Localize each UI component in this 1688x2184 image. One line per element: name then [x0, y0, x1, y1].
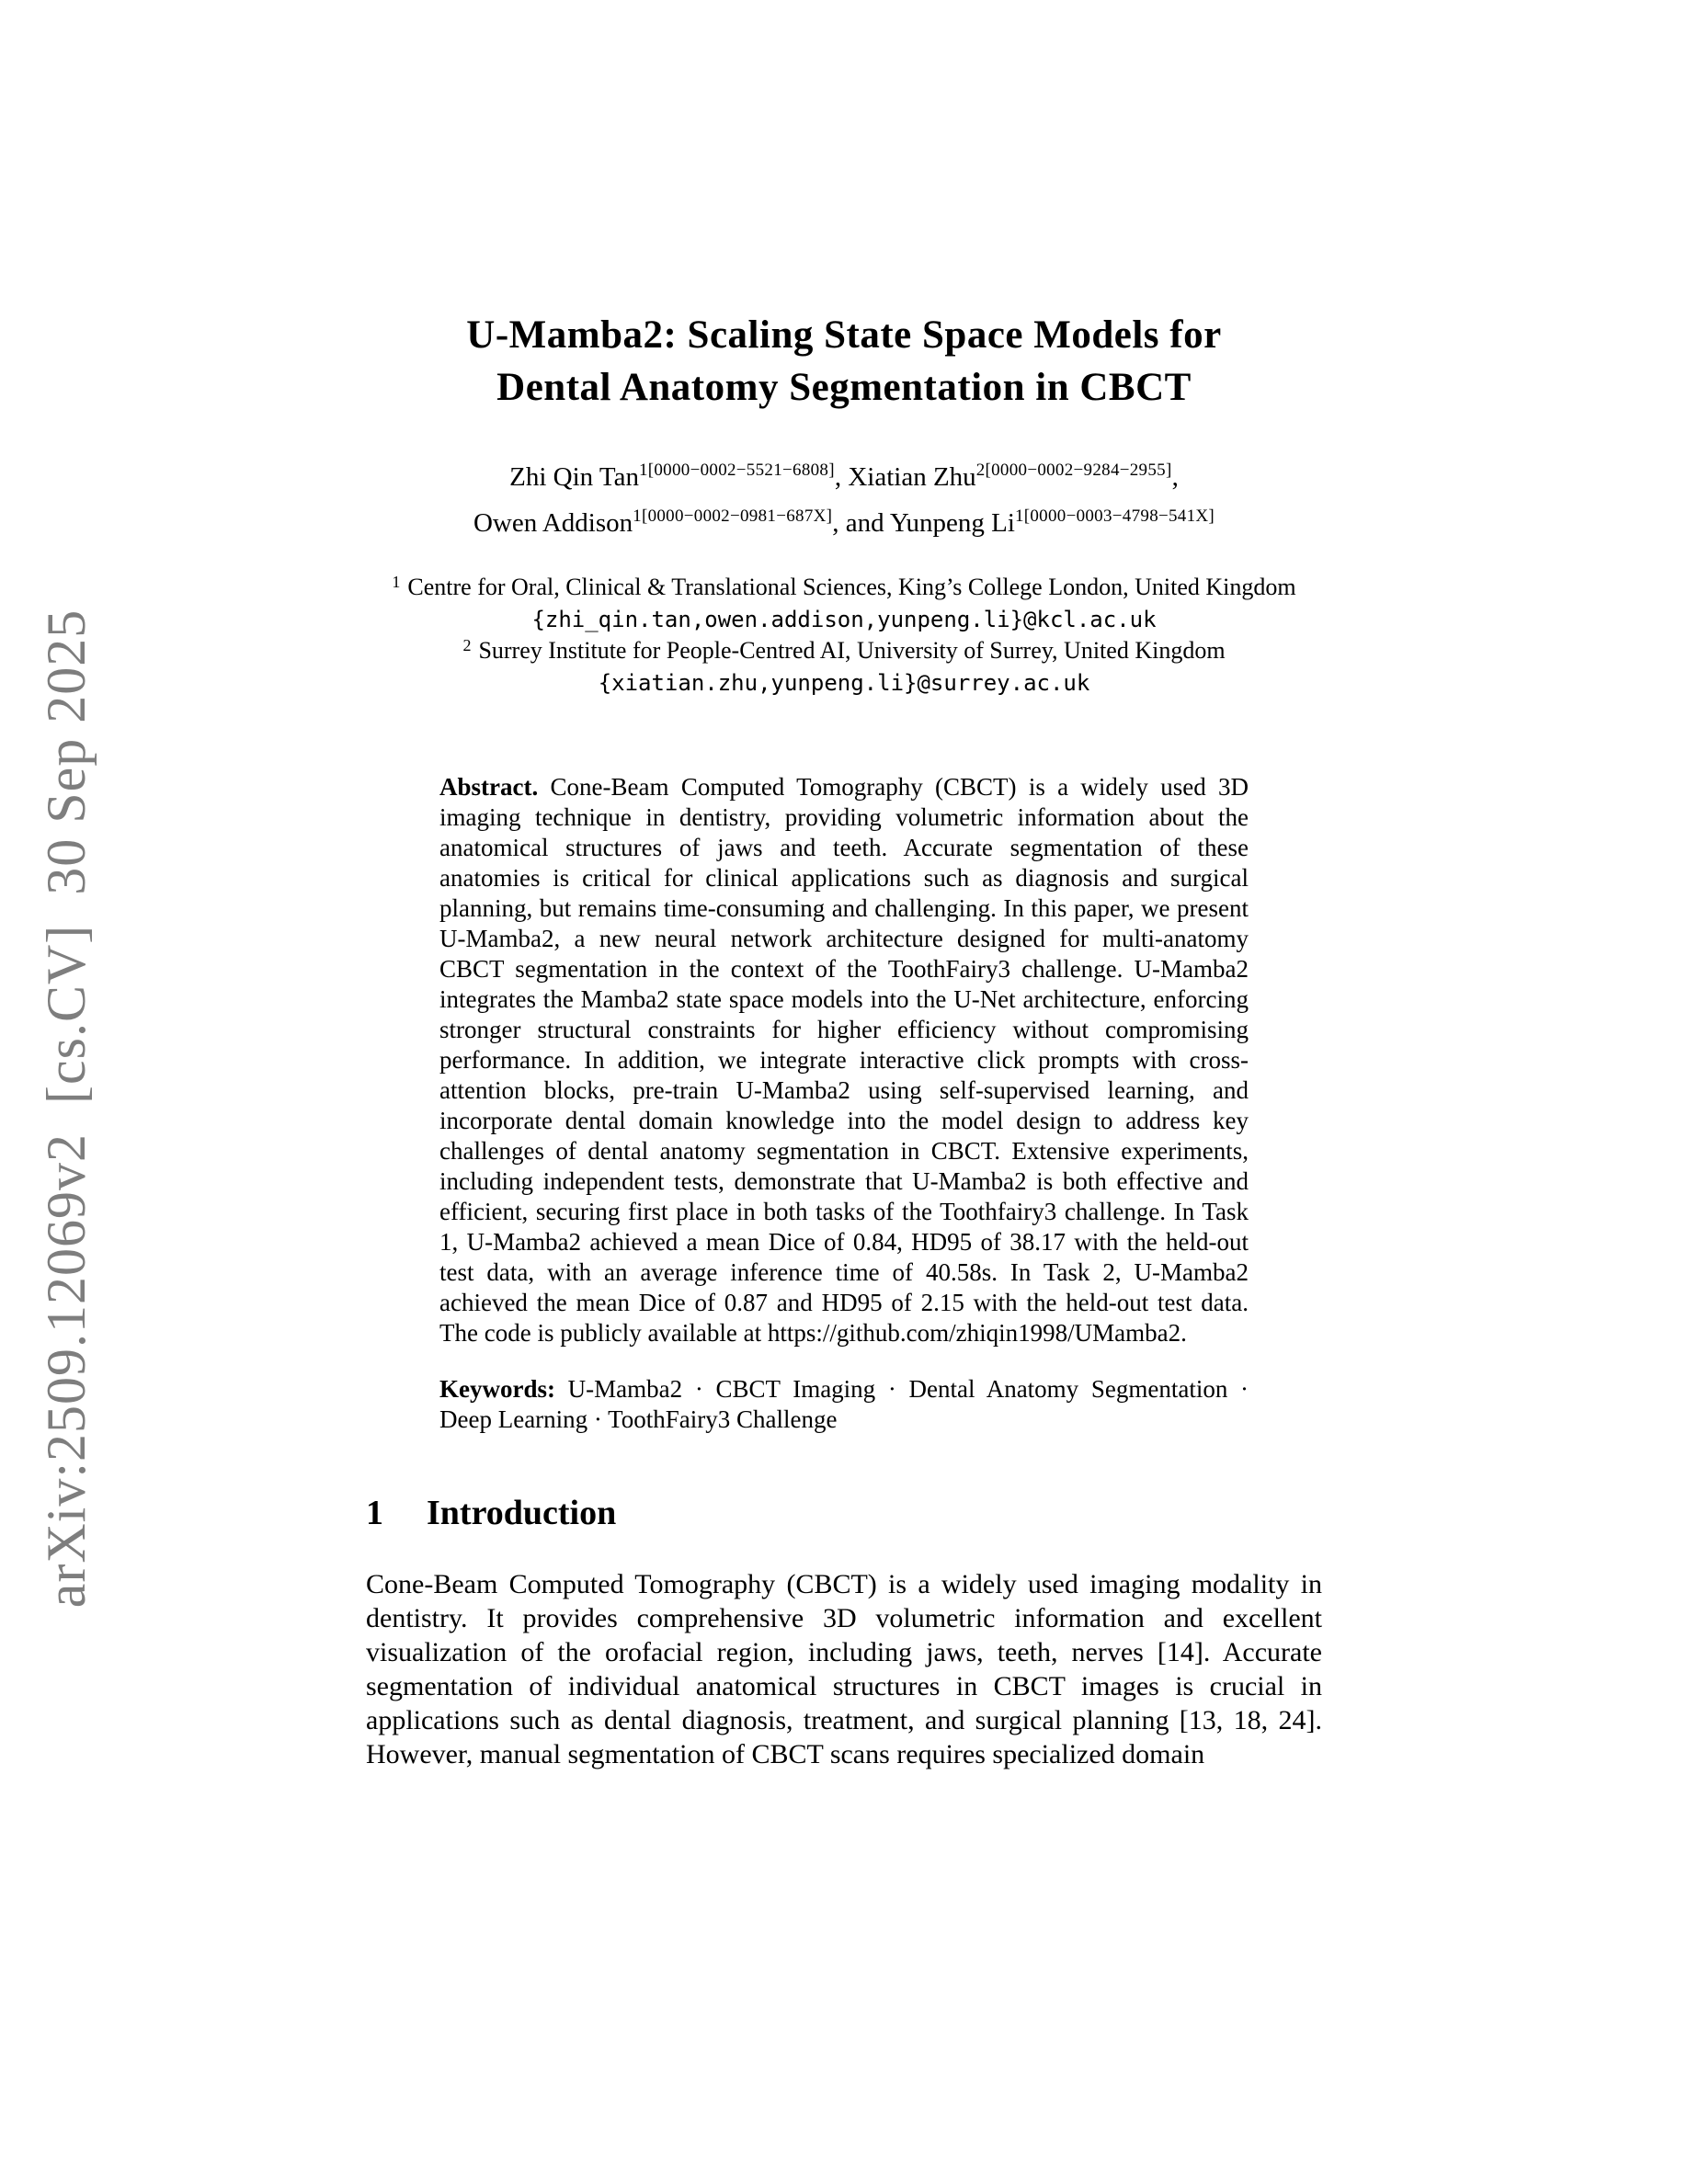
abstract-text: Cone-Beam Computed Tomography (CBCT) is a widely used 3D imaging technique in dentistry, providing volumetric information about the anatomical structures of jaws and teeth. Accurate segmentation of these anatomies is critical for clinical applications such as diagnosis and surgical planning, but remains time-consuming and challenging. In this paper, we present U-Mamba2, a new neural network architecture designed for multi-anatomy CBCT segmentation in the context of the ToothFairy3 challenge. U-Mamba2 integrates the Mamba2 state space models into the U-Net architecture, enforcing stronger structural constraints for higher efficiency without compromising performance. In addition, we integrate interactive click prompts with cross-attention blocks, pre-train U-Mamba2 using self-supervised learning, and incorporate dental domain knowledge into the model design to address key challenges of dental anatomy segmentation in CBCT. Extensive experiments, including independent tests, demonstrate that U-Mamba2 is both effective and efficient, securing first place in both tasks of the Toothfairy3 challenge. In Task 1, U-Mamba2 achieved a mean Dice of 0.84, HD95 of 38.17 with the held-out test data, with an average inference time of 40.58s. In Task 2, U-Mamba2 achieved the mean Dice of 0.87 and HD95 of 2.15 with the held-out test data. The code is publicly available at [439, 773, 1249, 1347]
arxiv-watermark: arXiv:2509.12069v2 [cs.CV] 30 Sep 2025 [36, 609, 97, 1609]
author-name: Owen Addison [473, 508, 633, 538]
affiliation-marker: 2 [462, 636, 472, 654]
title-line-1: U-Mamba2: Scaling State Space Models for [466, 313, 1222, 357]
affiliation-1 [384, 572, 1304, 605]
affiliation-marker: 1 [392, 573, 401, 591]
affiliation-text: Surrey Institute for People-Centred AI, University of Surrey, United Kingdom [478, 637, 1226, 664]
keywords-paragraph [439, 1374, 1249, 1435]
abstract-label: Abstract. [439, 773, 539, 801]
affiliation-1-email: {zhi_qin.tan,owen.addison,yunpeng.li}@kcl.ac.uk [531, 607, 1157, 632]
author-name: Yunpeng Li [889, 508, 1015, 538]
abstract-section [439, 772, 1249, 1435]
title-line-2: Dental Anatomy Segmentation in CBCT [496, 366, 1192, 409]
affiliation-2-email: {xiatian.zhu,yunpeng.li}@surrey.ac.uk [598, 670, 1090, 696]
author-orcid: 1[0000−0002−5521−6808] [638, 461, 835, 480]
intro-paragraph: Cone-Beam Computed Tomography (CBCT) is a widely used imaging modality in dentistry. It provides comprehensive 3D volumetric information and excellent visualization of the orofacial region, including jaws, teeth, nerves [14]. Accurate segmentation of individual anatomical structures in CBCT images is crucial in applications such as dental diagnosis, treatment, and surgical planning [13, 18, 24]. However, manual segmentation of CBCT scans requires specialized domain [366, 1569, 1322, 1769]
author-name: Xiatian Zhu [848, 462, 976, 492]
abstract-period: . [1180, 1319, 1187, 1347]
keywords-spacer [555, 1375, 568, 1403]
keywords-text: U-Mamba2 · CBCT Imaging · Dental Anatomy Segmentation · Deep Learning · ToothFairy3 Challenge [439, 1375, 1249, 1433]
author-name: Zhi Qin Tan [509, 462, 639, 492]
abstract-paragraph [439, 772, 1249, 1348]
author-list [366, 456, 1322, 548]
abstract-spacer [538, 773, 550, 801]
author-orcid: 2[0000−0002−9284−2955] [975, 461, 1172, 480]
affiliation-2 [384, 635, 1304, 668]
section-title: Introduction [427, 1494, 617, 1532]
author-separator: , and [832, 508, 890, 538]
section-1-heading [366, 1494, 1322, 1532]
author-orcid: 1[0000−0002−0981−687X] [633, 506, 833, 526]
author-line-1 [366, 456, 1322, 502]
author-orcid: 1[0000−0003−4798−541X] [1014, 506, 1215, 526]
author-line-2 [366, 502, 1322, 548]
abstract-spacer [761, 1319, 768, 1347]
affiliation-text: Centre for Oral, Clinical & Translational Sciences, King’s College London, United Kingdom [407, 574, 1296, 600]
keywords-label: Keywords: [439, 1375, 555, 1403]
section-number: 1 [366, 1494, 383, 1532]
author-separator: , [834, 462, 849, 492]
github-link[interactable]: https://github.com/zhiqin1998/UMamba2 [767, 1319, 1181, 1347]
affiliation-list [366, 572, 1322, 699]
paper-content [366, 0, 1322, 1771]
author-separator: , [1171, 462, 1179, 492]
paper-title [366, 309, 1322, 414]
